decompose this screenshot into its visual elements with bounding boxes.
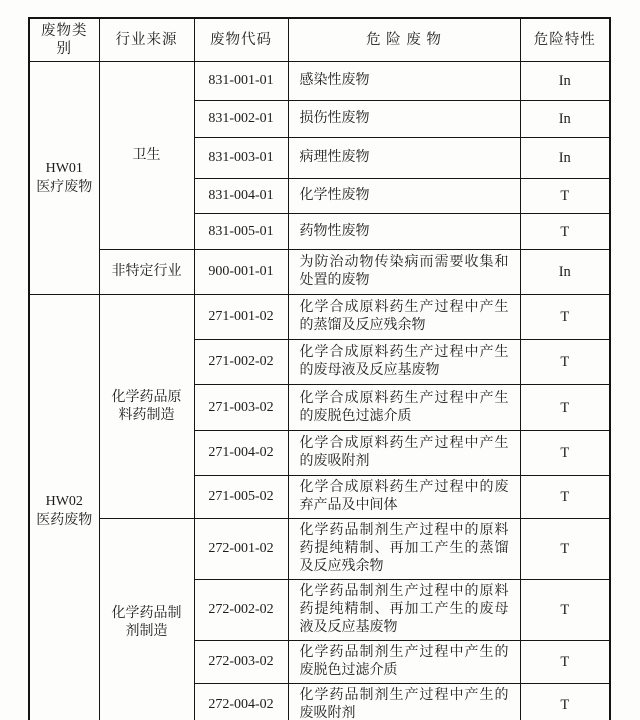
hazard-trait-cell: T: [520, 641, 610, 684]
waste-code-cell: 271-001-02: [194, 295, 288, 340]
waste-name-cell: 化学性废物: [288, 179, 520, 214]
waste-name-cell: 化学合成原料药生产过程中产生的废脱色过滤介质: [288, 385, 520, 431]
hazard-trait-cell: T: [520, 431, 610, 476]
waste-code-cell: 271-002-02: [194, 340, 288, 385]
col-header-waste-code: 废物代码: [194, 18, 288, 62]
waste-code-cell: 831-004-01: [194, 179, 288, 214]
hazard-trait-cell: In: [520, 138, 610, 179]
table-row: [29, 295, 610, 340]
waste-name-cell: 损伤性废物: [288, 101, 520, 138]
industry-source-cell: 化学药品制剂制造: [99, 519, 194, 720]
industry-source-cell: 非特定行业: [99, 250, 194, 295]
waste-name-cell: 为防治动物传染病而需要收集和处置的废物: [288, 250, 520, 295]
table-row: [29, 250, 610, 295]
table-body: [29, 62, 610, 720]
hazard-trait-cell: T: [520, 295, 610, 340]
hazard-trait-cell: T: [520, 519, 610, 580]
waste-code-cell: 900-001-01: [194, 250, 288, 295]
col-header-waste-category: 废物类别: [29, 18, 99, 62]
waste-name-cell: 药物性废物: [288, 214, 520, 250]
col-header-industry-source: 行业来源: [99, 18, 194, 62]
waste-code-cell: 271-005-02: [194, 476, 288, 519]
waste-name-cell: 化学合成原料药生产过程中产生的废吸附剂: [288, 431, 520, 476]
waste-code-cell: 272-004-02: [194, 684, 288, 720]
hazard-trait-cell: In: [520, 250, 610, 295]
hazard-trait-cell: T: [520, 684, 610, 720]
waste-name-cell: 化学药品制剂生产过程中的原料药提纯精制、再加工产生的蒸馏及反应残余物: [288, 519, 520, 580]
category-name: 医疗废物: [36, 180, 93, 195]
hazard-trait-cell: In: [520, 101, 610, 138]
waste-name-cell: 化学药品制剂生产过程中产生的废脱色过滤介质: [288, 641, 520, 684]
waste-name-cell: 化学药品制剂生产过程中的原料药提纯精制、再加工产生的废母液及反应基废物: [288, 580, 520, 641]
table-header-row: [29, 18, 610, 62]
hazardous-waste-table: [28, 17, 611, 720]
col-header-hazard-trait: 危险特性: [520, 18, 610, 62]
waste-code-cell: 831-001-01: [194, 62, 288, 101]
hazard-trait-cell: T: [520, 340, 610, 385]
waste-name-cell: 感染性废物: [288, 62, 520, 101]
table-row: [29, 519, 610, 580]
hazard-trait-cell: T: [520, 385, 610, 431]
category-code: HW02: [45, 493, 83, 509]
waste-code-cell: 831-002-01: [194, 101, 288, 138]
waste-name-cell: 化学药品制剂生产过程中产生的废吸附剂: [288, 684, 520, 720]
waste-code-cell: 271-003-02: [194, 385, 288, 431]
waste-code-cell: 831-003-01: [194, 138, 288, 179]
category-cell: [29, 62, 99, 295]
table-row: [29, 62, 610, 101]
waste-code-cell: 271-004-02: [194, 431, 288, 476]
col-header-hazardous-waste: 危 险 废 物: [288, 18, 520, 62]
hazard-trait-cell: T: [520, 580, 610, 641]
waste-code-cell: 272-002-02: [194, 580, 288, 641]
waste-name-cell: 化学合成原料药生产过程中产生的废母液及反应基废物: [288, 340, 520, 385]
industry-source-cell: 卫生: [99, 62, 194, 250]
hazard-trait-cell: In: [520, 62, 610, 101]
industry-source-cell: 化学药品原料药制造: [99, 295, 194, 519]
category-code: HW01: [45, 161, 83, 176]
waste-code-cell: 831-005-01: [194, 214, 288, 250]
hazard-trait-cell: T: [520, 179, 610, 214]
waste-name-cell: 化学合成原料药生产过程中的废弃产品及中间体: [288, 476, 520, 519]
waste-code-cell: 272-001-02: [194, 519, 288, 580]
waste-name-cell: 化学合成原料药生产过程中产生的蒸馏及反应残余物: [288, 295, 520, 340]
category-cell: [29, 295, 99, 720]
waste-name-cell: 病理性废物: [288, 138, 520, 179]
hazard-trait-cell: T: [520, 214, 610, 250]
category-name: 医药废物: [36, 512, 93, 528]
waste-code-cell: 272-003-02: [194, 641, 288, 684]
hazard-trait-cell: T: [520, 476, 610, 519]
